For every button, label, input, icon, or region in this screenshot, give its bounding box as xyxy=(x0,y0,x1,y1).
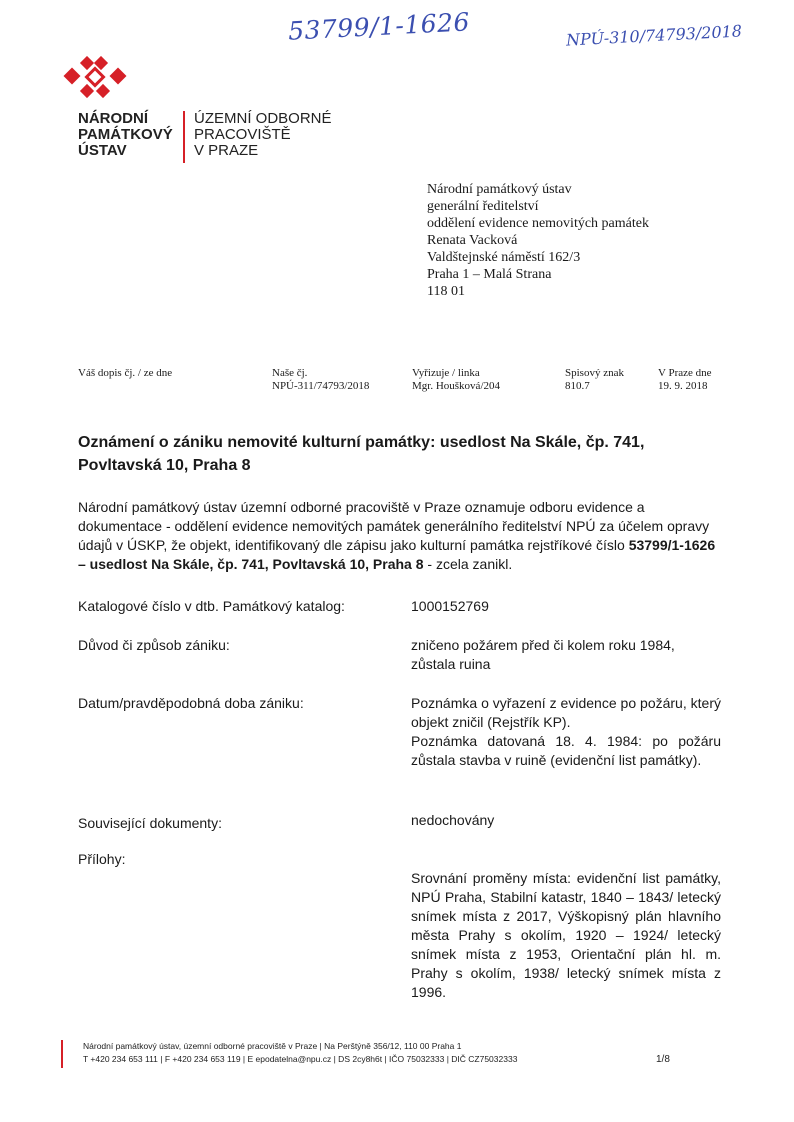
handler-label: Vyřizuje / linka xyxy=(412,367,480,379)
department-name-line: ÚZEMNÍ ODBORNÉ xyxy=(194,110,332,127)
file-mark-value: 810.7 xyxy=(565,380,590,392)
institution-name-line: ÚSTAV xyxy=(78,142,127,159)
reason-value: zničeno požárem před či kolem roku 1984, zůstala ruina xyxy=(411,637,675,672)
institution-name-line: NÁRODNÍ xyxy=(78,110,148,127)
footer-address: Národní památkový ústav, územní odborné pracoviště v Praze | Na Perštýně 356/12, 110 00 Praha 1 xyxy=(83,1041,462,1051)
document-title xyxy=(78,431,738,477)
handwritten-reference-number: NPÚ-310/74793/2018 xyxy=(565,21,743,50)
reason-label: Důvod či způsob zániku: xyxy=(78,637,230,653)
recipient-line: Renata Vacková xyxy=(427,233,518,248)
department-name-line: PRACOVIŠTĚ xyxy=(194,126,291,143)
npu-logo xyxy=(60,56,130,104)
date-label: Datum/pravděpodobná doba zániku: xyxy=(78,695,304,711)
intro-text: Národní památkový ústav územní odborné pracoviště v Praze oznamuje odboru evidence a dokumentace - oddělení evidence nemovitých památek generálního ředitelství NPÚ za účelem opravy údajů v ÚSKP, že objekt, identifikovaný dle zápisu jako kulturní památka rejstříkové číslo xyxy=(78,499,710,553)
footer xyxy=(83,1040,643,1066)
letter-date-value: 19. 9. 2018 xyxy=(658,380,708,392)
file-mark xyxy=(565,367,624,393)
recipient-line: generální ředitelství xyxy=(427,199,539,214)
npu-logo-mark-icon xyxy=(60,56,130,104)
department-name xyxy=(194,111,332,159)
documents-value: nedochovány xyxy=(411,812,495,828)
recipient-line: Valdštejnské náměstí 162/3 xyxy=(427,250,581,265)
date-value xyxy=(411,694,721,770)
handwritten-register-number: 53799/1-1626 xyxy=(287,7,471,46)
document-title-line: Povltavská 10, Praha 8 xyxy=(78,457,251,474)
recipient-line: oddělení evidence nemovitých památek xyxy=(427,216,649,231)
catalog-value: 1000152769 xyxy=(411,598,489,614)
handler xyxy=(412,367,500,393)
letter-date-label: V Praze dne xyxy=(658,367,712,379)
letter-date xyxy=(658,367,712,393)
attachments-label: Přílohy: xyxy=(78,851,126,867)
intro-tail: - zcela zanikl. xyxy=(423,556,513,572)
logo-divider xyxy=(183,111,185,163)
your-ref-label: Váš dopis čj. / ze dne xyxy=(78,367,173,379)
documents-label: Související dokumenty: xyxy=(78,815,222,831)
recipient-line: Praha 1 – Malá Strana xyxy=(427,267,552,282)
intro-paragraph xyxy=(78,498,720,574)
recipient-address xyxy=(427,181,649,300)
date-value-note-2: Poznámka datovaná 18. 4. 1984: po požáru zůstala stavba v ruině (evidenční list památky). xyxy=(411,733,721,768)
our-ref-label: Naše čj. xyxy=(272,367,308,379)
document-title-line: Oznámení o zániku nemovité kulturní památky: usedlost Na Skále, čp. 741, xyxy=(78,434,645,451)
date-value-note-1: Poznámka o vyřazení z evidence po požáru, který objekt zničil (Rejstřík KP). xyxy=(411,695,721,730)
department-name-line: V PRAZE xyxy=(194,142,259,159)
our-ref xyxy=(272,367,369,393)
handler-value: Mgr. Houšková/204 xyxy=(412,380,500,392)
attachments-value: Srovnání proměny místa: evidenční list památky, NPÚ Praha, Stabilní katastr, 1840 – 1843/ letecký snímek místa z 2017, Výškopisný plán hlavního města Prahy s okolím, 1920 – 1924/ letecký snímek místa z 1953, Orientační plán hl. m. Prahy s okolím, 1938/ letecký snímek místa z 1996. xyxy=(411,870,721,1000)
file-mark-label: Spisový znak xyxy=(565,367,624,379)
our-ref-value: NPÚ-311/74793/2018 xyxy=(272,380,370,392)
recipient-line: Národní památkový ústav xyxy=(427,182,572,197)
institution-name xyxy=(78,111,173,159)
catalog-label: Katalogové číslo v dtb. Památkový katalog: xyxy=(78,598,345,614)
recipient-line: 118 01 xyxy=(427,284,465,299)
institution-name-line: PAMÁTKOVÝ xyxy=(78,126,173,143)
footer-contacts: T +420 234 653 111 | F +420 234 653 119 | E epodatelna@npu.cz | DS 2cy8h6t | IČO 75032333 | DIČ CZ75032333 xyxy=(83,1054,518,1064)
footer-accent-bar xyxy=(61,1040,63,1068)
intro-bold-object: 53799/1-1626 – usedlost Na Skále, čp. 741, Povltavská 10, Praha 8 xyxy=(78,537,716,572)
page-number: 1/8 xyxy=(656,1054,670,1065)
